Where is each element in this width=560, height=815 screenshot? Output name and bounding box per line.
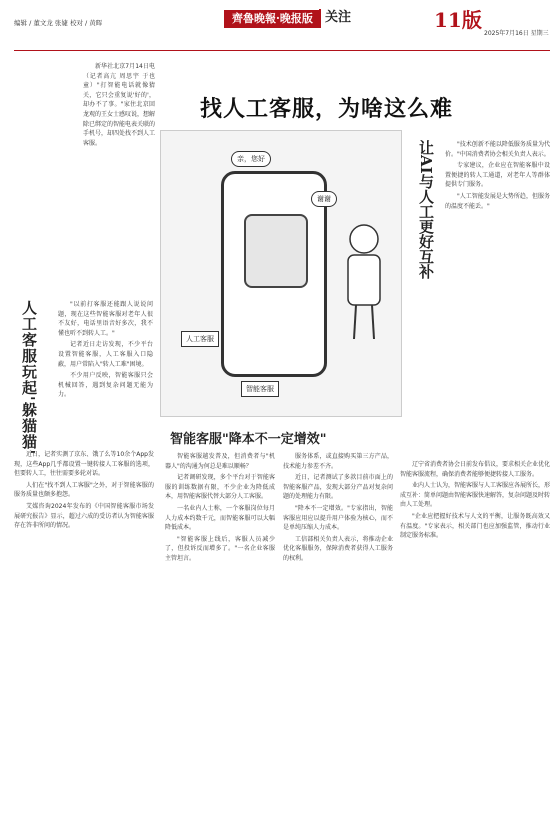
dateline: 2025年7月16日 星期三 xyxy=(484,30,549,37)
section-label: 关注 xyxy=(319,9,351,27)
masthead xyxy=(14,6,550,50)
paragraph: 不少用户反映，智能客服只会机械回答，遇到复杂问题无能为力。 xyxy=(58,372,153,399)
left-headline: 人工客服玩起'躲猫猫' xyxy=(20,300,38,456)
paragraph: 智能客服越发普及，但消费者与"机器人"的沟通为何总是难以顺畅？ xyxy=(165,453,275,470)
paragraph: 服务体系，或直接购买第三方产品，技术能力参差不齐。 xyxy=(283,453,393,470)
right-column-1 xyxy=(445,140,550,213)
speech-bubble-thanks: 谢谢 xyxy=(311,191,337,207)
newspaper-logo: 齊魯晚報·晚报版 xyxy=(224,10,321,28)
robot-icon xyxy=(244,214,308,288)
paragraph: 近日，记者测试了多款目前市面上的智能客服产品，发现大部分产品对复杂问题的处理能力有限。 xyxy=(283,474,393,501)
middle-column-2 xyxy=(283,452,393,566)
page-number: 11版 xyxy=(434,8,482,32)
paragraph: 专家建议，企业应在智能客服中设置便捷的转人工通道，对老年人等群体提供专门服务。 xyxy=(445,162,550,189)
lede-text: 新华社北京7月14日电（记者高亢 周思宇 于也童）"打智能电话就像猜关，它只会重复说'好的'，却办不了事。"家住北京回龙观的王女士感叹说，想解除已绑定的智能电表关联的手机号，却四处找不到人工客服。 xyxy=(83,63,156,147)
paragraph: "降本不一定增效。"专家指出，智能客服应用应以提升用户体验为核心，而不是单纯压缩人力成本。 xyxy=(283,504,393,532)
masthead-rule xyxy=(14,50,550,51)
paragraph: "人工智能发展是大势所趋，但服务的温度不能丢。" xyxy=(445,192,550,210)
left-column-1 xyxy=(58,300,153,402)
paragraph: "企业应把握好技术与人文的平衡，让服务既高效又有温度。"专家表示，相关部门也应加强监管，推动行业制定服务标准。 xyxy=(400,512,550,540)
subheadline: 智能客服"降本不一定增效" xyxy=(170,432,327,447)
paragraph: 工信部相关负责人表示，将推动企业优化客服服务，保障消费者获得人工服务的权利。 xyxy=(283,535,393,562)
paragraph: 一名业内人士称，一个客服岗位每月人力成本约数千元，而智能客服可以大幅降低成本。 xyxy=(165,504,275,532)
frustrated-man-illustration xyxy=(336,221,391,341)
paragraph: "技术创新不能以降低服务质量为代价。"中国消费者协会相关负责人表示。 xyxy=(445,141,550,158)
sign-ai-service: 智能客服 xyxy=(241,381,279,397)
paragraph: 记者调研发现，多个平台对于智能客服的训练数据有限，不少企业为降低成本，用智能客服代替大部分人工客服。 xyxy=(165,474,275,501)
lede-paragraph xyxy=(83,62,155,150)
main-headline: 找人工客服，为啥这么难 xyxy=(200,96,454,122)
speech-bubble: 亲，您好 xyxy=(231,151,271,167)
illustration xyxy=(160,130,402,417)
right-headline: 让AI与人工更好互补 xyxy=(417,140,435,279)
paragraph: 艾媒咨询2024年发布的《中国智能客服市场发展研究报告》显示，超过六成的受访者认为智能客服存在答非所问的情况。 xyxy=(14,502,154,530)
sign-human-service: 人工客服 xyxy=(181,331,219,347)
paragraph: 记者近日走访发现，不少平台设置智能客服，人工客服入口隐蔽，用户常陷入"转人工难"困境。 xyxy=(58,341,153,368)
paragraph: 业内人士认为，智能客服与人工客服应各展所长，形成互补：简单问题由智能客服快速解答，复杂问题及时转由人工处理。 xyxy=(400,482,551,509)
paragraph: 人们在"找不到人工客服"之外，对于智能客服的服务质量也颇多抱怨。 xyxy=(14,481,154,499)
staff-credits: 编辑 / 董文龙 张婕 校对 / 黄晖 xyxy=(14,19,103,27)
paragraph: 近日，记者实测了京东、饿了么等10余个App发现，这些App几乎都设置一键转接人工客服的选项，但要转人工，往往需要多轮对话。 xyxy=(14,451,154,478)
paragraph: "以前打客服还能跟人说说问题，现在这些智能客服对老年人很不友好，电话里语音好多次，我不懂也听不到转人工。" xyxy=(58,301,153,337)
paragraph: 辽宁省消费者协会日前发布倡议，要求相关企业优化智能客服流程，确保消费者能够便捷转接人工服务。 xyxy=(400,461,551,478)
right-column-2 xyxy=(400,460,550,543)
paragraph: "智能客服上线后，客服人员减少了，但投诉反而增多了。"一名企业客服主管坦言。 xyxy=(165,535,275,562)
left-column-2 xyxy=(14,450,154,533)
middle-column-1 xyxy=(165,452,275,566)
